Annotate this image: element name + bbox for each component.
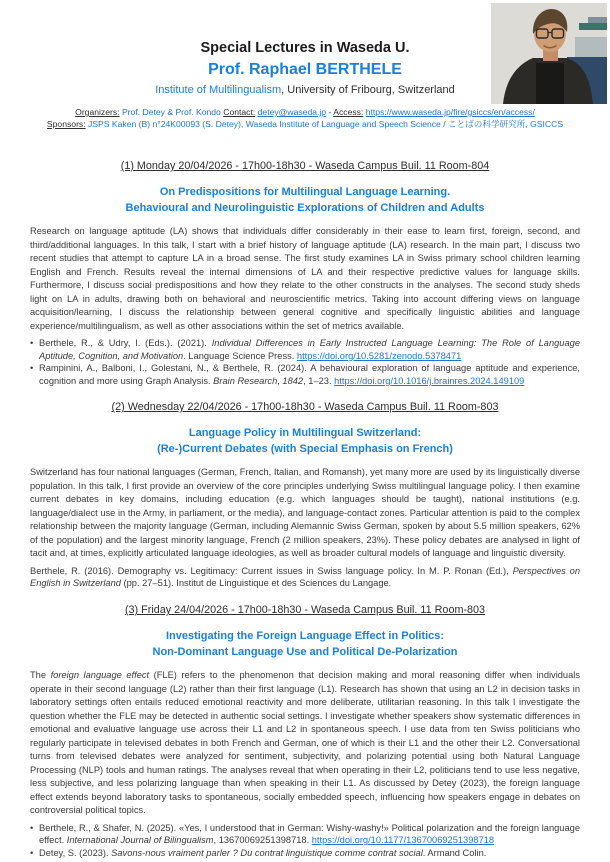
- lecture-title-2-line1: Language Policy in Multilingual Switzerland:: [188, 427, 422, 440]
- bullet-icon: •: [30, 822, 34, 833]
- reference-item: [30, 337, 580, 362]
- hyperlink[interactable]: detey@waseda.jp: [257, 107, 327, 117]
- reference-text: Berthele, R., & Shafer, N. (2025). «Yes, I understood that in German: Wishy-washy!» Political polarization and the foreign language effect. International Journal of Bilingualism, 13670069251398718. https://doi.org/10.1177/13670069251398718: [39, 822, 580, 846]
- hyperlink[interactable]: https://doi.org/10.5281/zenodo.5378471: [296, 350, 462, 361]
- reference-item: [30, 847, 580, 860]
- hyperlink[interactable]: https://www.waseda.jp/fire/gsiccs/en/access/: [365, 107, 535, 117]
- session-header-3: (3) Friday 24/04/2026 - 17h00-18h30 - Waseda Campus Buil. 11 Room-803: [124, 604, 486, 617]
- organizers-line: Organizers: Prof. Detey & Prof. Kondo Contact: detey@waseda.jp - Access: https://www.waseda.jp/fire/gsiccs/en/access/: [75, 107, 535, 117]
- lecture-abstract-1: Research on language aptitude (LA) shows that individuals differ considerably in their ease to learn first, foreign, second, and third/additional languages. In this talk, I start with a brief history of language aptitude (LA) research. In the main part, I discuss two recent studies that attempt to capture LA in a broad sense. The first study examines LA in Swiss primary school children learning English and French. Results reveal the internal dimensions of LA and their respective predictive values for language skills. Furthermore, I discuss social predispositions and how they relate to the other constructs in the analyses. The second study sheds light on LA in adults, drawing both on behavioral and neuroscientific metrics. Taking into account differing views on language acquisition/learning, I discuss the relationship between general cognitive and specifically linguistic abilities and language experience/multilingualism, as well as other associations within the set of metrics available.: [30, 226, 580, 331]
- lecture-title-2: [30, 425, 580, 457]
- lecture-section-3: [30, 604, 580, 859]
- reference-text: Rampinini, A., Balboni, I., Golestani, N., & Berthele, R. (2024). A behavioural exploration of language aptitude and experience, cognition and more using Graph Analysis. Brain Research, 1842, 1–23. https://doi.org/10.1016/j.brainres.2024.149109: [39, 363, 580, 386]
- hyperlink[interactable]: https://doi.org/10.1016/j.brainres.2024.149109: [334, 375, 525, 386]
- reference-list-2: [30, 565, 580, 590]
- session-header-2: (2) Wednesday 22/04/2026 - 17h00-18h30 - Waseda Campus Buil. 11 Room-803: [111, 401, 499, 414]
- lecture-abstract-3: The foreign language effect (FLE) refers to the phenomenon that decision making and moral reasoning differ when individuals operate in their second language (L2) rather than their first language (L1). Research has shown that using an L2 in decision tasks in laboratory settings often entails reduced emotional reactivity and more deliberate, utilitarian reasoning. In this talk I investigate the question whether the FLE may be detected in authentic social settings. I investigate whether speakers show systematic differences in emotional and evaluative language use across their L1 and L2 in spontaneous speech. I use data from ten Swiss politicians who regularly participate in televised debates in both French and German, one of which is their L1 and the other their L2. Conversational turns from televised debates were analyzed for sentiment, subjectivity, and polarizing potential using both Natural Language Processing (NLP) tools and human ratings. The analyses reveal that when operating in their L2, politicians tend to use less negative, less subjective, and less polarizing language than when speaking in their L1. As discussed by Detey (2023), the foreign language effect extends beyond laboratory tasks to spontaneous, socially embedded speech, influencing how speakers engage in debates on controversial political topics.: [30, 670, 580, 816]
- event-title: Special Lectures in Waseda U.: [200, 40, 410, 56]
- bullet-icon: •: [30, 338, 34, 348]
- lecture-title-3-line1: Investigating the Foreign Language Effect in Politics:: [165, 630, 445, 643]
- organizers-block: [30, 107, 580, 130]
- reference-text: Berthele, R., & Udry, I. (Eds.). (2021). Individual Differences in Early Instructed Language Learning: The Role of Language Aptitude, Cognition, and Motivation. Language Science Press. https://doi.org/10.5281/zenodo.5378471: [39, 338, 580, 361]
- lecture-section-2: [30, 401, 580, 590]
- reference-text: Berthele, R. (2016). Demography vs. Legitimacy: Current issues in Swiss language policy. In M. P. Ronan (Ed.), Perspectives on English in Switzerland (pp. 27–51). Institut de Linguistique et des Sciences du Langage.: [30, 565, 581, 589]
- lecture-title-3: [30, 628, 580, 660]
- sponsors-line: Sponsors: JSPS Kaken (B) n°24K00093 (S. Detey), Waseda Institute of Language and Speech Science / ことばの科学研究所, GSICCS: [46, 118, 564, 129]
- speaker-affiliation: Institute of Multilingualism, University of Fribourg, Switzerland: [155, 84, 455, 96]
- lecture-section-1: [30, 160, 580, 387]
- lecture-title-1: [30, 184, 580, 216]
- bullet-icon: •: [30, 847, 34, 858]
- hyperlink[interactable]: https://doi.org/10.1177/13670069251398718: [311, 835, 495, 846]
- lecture-title-1-line1: On Predispositions for Multilingual Language Learning.: [159, 186, 451, 198]
- lecture-title-1-line2: Behavioural and Neurolinguistic Explorations of Children and Adults: [125, 202, 485, 214]
- speaker-photo: [491, 3, 607, 104]
- reference-text: Detey, S. (2023). Savons-nous vraiment parler ? Du contrat linguistique comme contrat social. Armand Colin.: [39, 847, 487, 858]
- reference-item: [30, 822, 580, 847]
- speaker-name: Prof. Raphael BERTHELE: [208, 61, 402, 78]
- lecture-title-3-line2: Non-Dominant Language Use and Political De-Polarization: [152, 646, 458, 659]
- session-header-1: (1) Monday 20/04/2026 - 17h00-18h30 - Waseda Campus Buil. 11 Room-804: [120, 160, 490, 172]
- lecture-title-2-line2: (Re-)Current Debates (with Special Emphasis on French): [157, 443, 453, 456]
- reference-item: [30, 565, 580, 590]
- bullet-icon: •: [30, 363, 34, 374]
- reference-list-1: [30, 337, 580, 387]
- reference-item: [30, 362, 580, 387]
- reference-list-3: [30, 822, 580, 860]
- lecture-abstract-2: Switzerland has four national languages (German, French, Italian, and Romansh), yet many more are used by its linguistically diverse population. In this talk, I first provide an overview of the core principles underlying Swiss multilingual language policy. I then examine current debates in key domains, including education (e.g. which languages should be taught), national institutions (e.g. language/dialect use in the Army, in parliament, or the media), and language-contact zones. Particular attention is paid to the complex relationship between the majority language (German, including Alemannic Swiss German, spoken by about 5.5 million speakers, 62% of the population) and the largest minority language, French (2 million speakers, 23%). These policy debates are analysed in light of tacit and, at times, explicitly articulated language ideologies, as well as broader cultural models of language and linguistic diversity.: [30, 467, 580, 559]
